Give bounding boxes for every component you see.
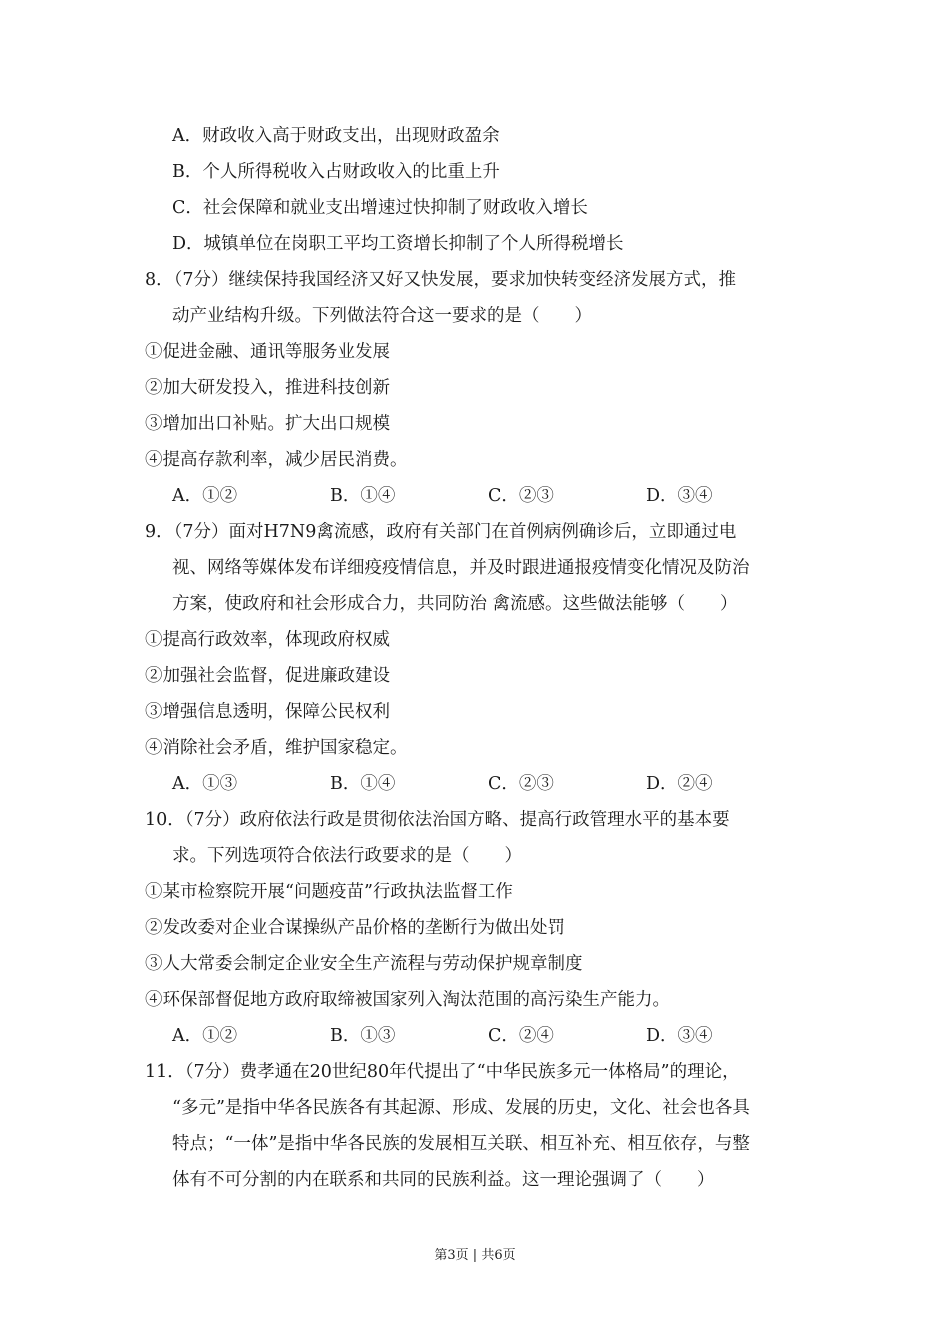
q9-stem-line-2: 视、网络等媒体发布详细疫疫情信息，并及时跟进通报疫情变化情况及防治 [172,558,750,578]
q10-item-2: ②发改委对企业合谋操纵产品价格的垄断行为做出处罚 [145,918,565,938]
page-footer: 第3页 | 共6页 [434,1248,516,1263]
q8-choice-b[interactable]: B．①④ [330,486,396,506]
q11-stem-line-1: 11．（7分）费孝通在20世纪80年代提出了“中华民族多元一体格局”的理论， [145,1062,740,1082]
q9-item-3: ③增强信息透明，保障公民权利 [145,702,390,722]
q9-choice-b[interactable]: B．①④ [330,774,396,794]
q11-stem-line-3: 特点；“一体”是指中华各民族的发展相互关联、相互补充、相互依存，与整 [172,1134,750,1154]
q8-item-2: ②加大研发投入，推进科技创新 [145,378,390,398]
q8-item-1: ①促进金融、通讯等服务业发展 [145,342,390,362]
q9-choice-d[interactable]: D．②④ [646,774,713,794]
q9-choice-a[interactable]: A．①③ [172,774,238,794]
q7-option-b: B．个人所得税收入占财政收入的比重上升 [172,162,500,182]
q10-item-3: ③人大常委会制定企业安全生产流程与劳动保护规章制度 [145,954,583,974]
q11-stem-line-2: “多元”是指中华各民族各有其起源、形成、发展的历史，文化、社会也各具 [172,1098,750,1118]
q11-stem-line-4: 体有不可分割的内在联系和共同的民族利益。这一理论强调了（ ） [172,1170,715,1190]
q8-item-4: ④提高存款利率，减少居民消费。 [145,450,408,470]
q8-choice-c[interactable]: C．②③ [488,486,554,506]
q10-choice-a[interactable]: A．①② [172,1026,238,1046]
q7-option-d: D．城镇单位在岗职工平均工资增长抑制了个人所得税增长 [172,234,624,254]
q9-choice-c[interactable]: C．②③ [488,774,554,794]
q9-item-4: ④消除社会矛盾，维护国家稳定。 [145,738,408,758]
q9-item-1: ①提高行政效率，体现政府权威 [145,630,390,650]
q8-choices [172,484,804,508]
q9-choices [172,772,804,796]
q9-stem-line-1: 9．（7分）面对H7N9禽流感，政府有关部门在首例病例确诊后，立即通过电 [145,522,737,542]
q8-choice-a[interactable]: A．①② [172,486,238,506]
q8-stem-line-2: 动产业结构升级。下列做法符合这一要求的是（ ） [172,306,592,326]
q10-item-4: ④环保部督促地方政府取缔被国家列入淘汰范围的高污染生产能力。 [145,990,670,1010]
q10-item-1: ①某市检察院开展“问题疫苗”行政执法监督工作 [145,882,513,902]
q10-choice-d[interactable]: D．③④ [646,1026,713,1046]
q10-choice-b[interactable]: B．①③ [330,1026,396,1046]
q9-item-2: ②加强社会监督，促进廉政建设 [145,666,390,686]
q8-item-3: ③增加出口补贴。扩大出口规模 [145,414,390,434]
q7-option-c: C．社会保障和就业支出增速过快抑制了财政收入增长 [172,198,588,218]
q8-stem-line-1: 8．（7分）继续保持我国经济又好又快发展，要求加快转变经济发展方式，推 [145,270,737,290]
q10-stem-line-2: 求。下列选项符合依法行政要求的是（ ） [172,846,522,866]
q10-choice-c[interactable]: C．②④ [488,1026,554,1046]
q10-choices [172,1024,804,1048]
q8-choice-d[interactable]: D．③④ [646,486,713,506]
q9-stem-line-3: 方案，使政府和社会形成合力，共同防治 禽流感。这些做法能够（ ） [172,594,738,614]
q10-stem-line-1: 10．（7分）政府依法行政是贯彻依法治国方略、提高行政管理水平的基本要 [145,810,730,830]
q7-option-a: A．财政收入高于财政支出，出现财政盈余 [172,126,500,146]
